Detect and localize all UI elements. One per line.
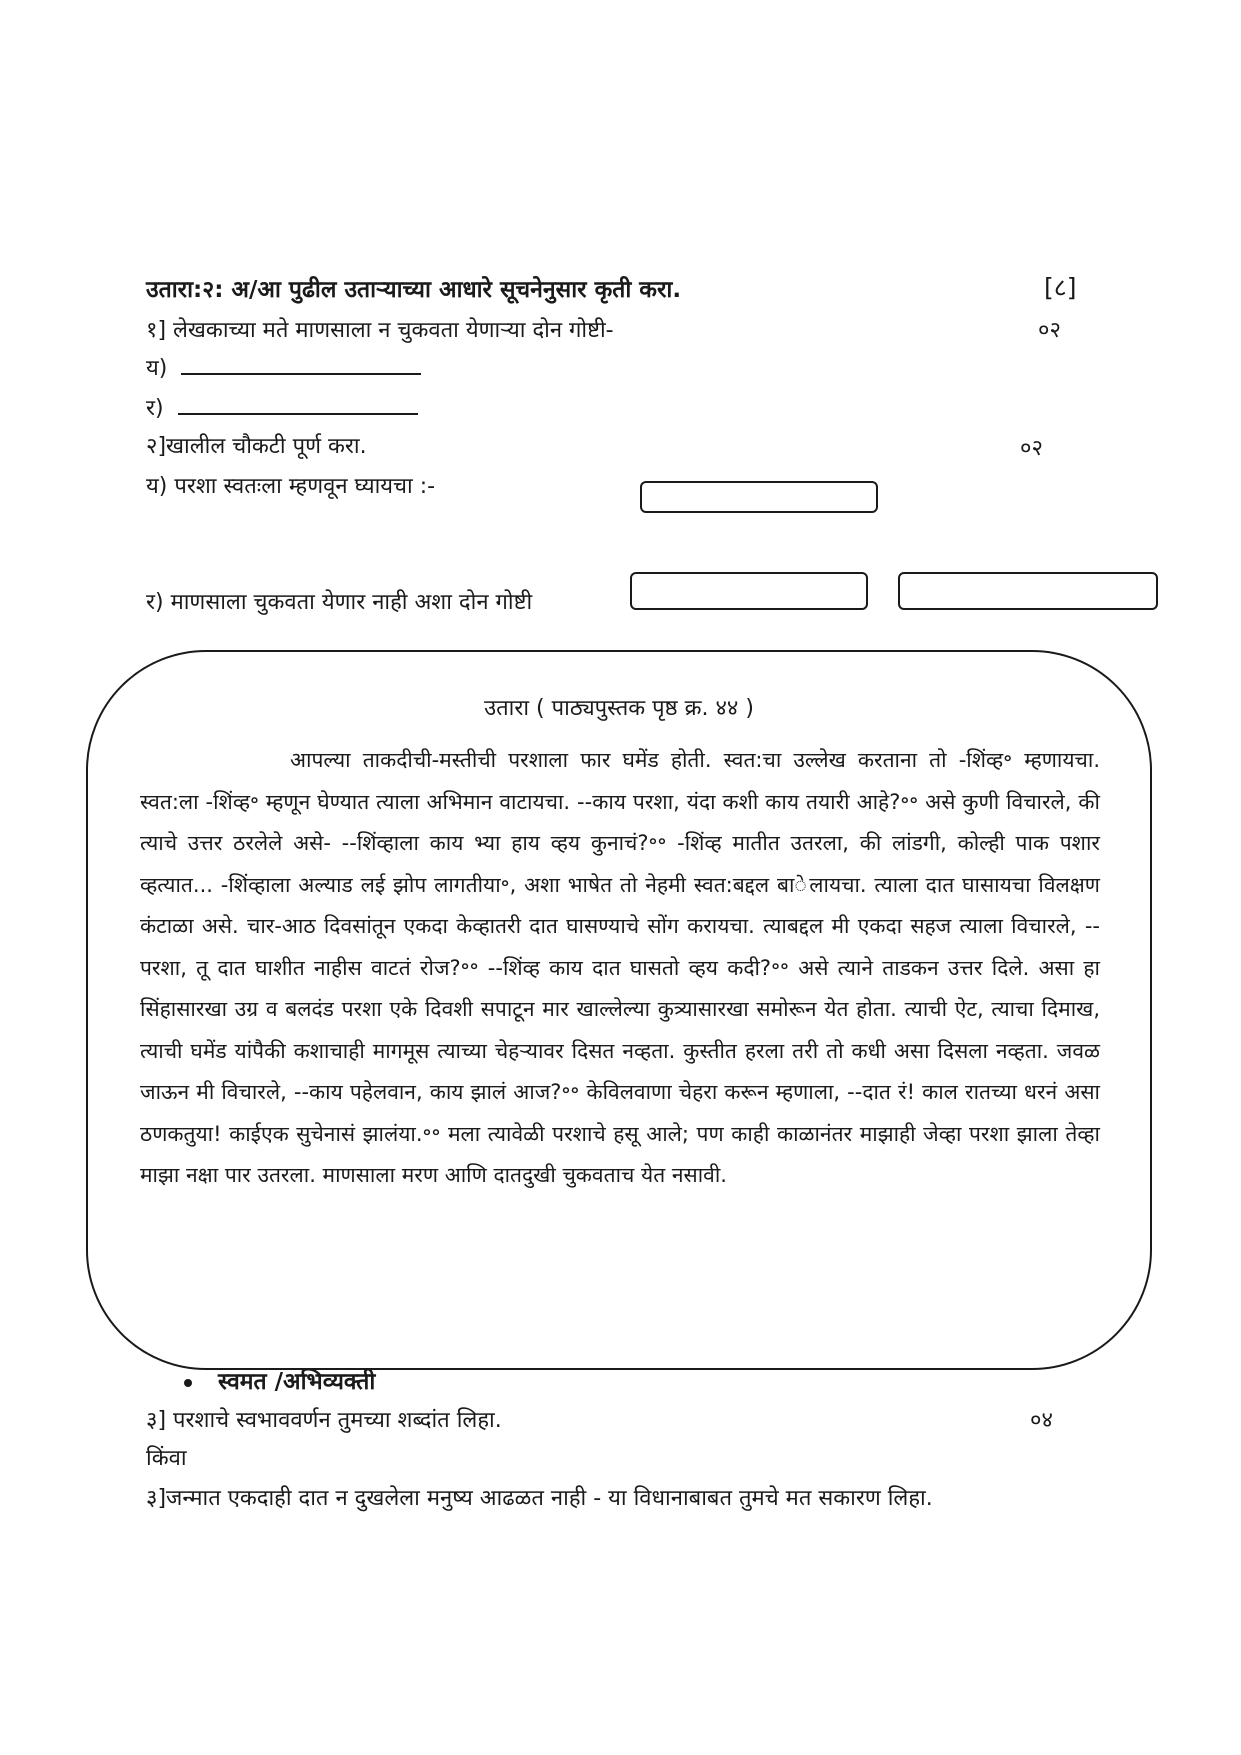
- q2-part-b-answer-box-1[interactable]: [630, 572, 868, 610]
- q2-text: २]खालील चौकटी पूर्ण करा.: [146, 434, 367, 459]
- passage-title: उतारा ( पाठ्यपुस्तक पृष्ठ क्र. ४४ ): [484, 696, 754, 721]
- q3a-text: ३] परशाचे स्वभाववर्णन तुमच्या शब्दांत लिहा.: [146, 1408, 502, 1433]
- bullet-icon: [184, 1379, 192, 1387]
- q1-option-b-blank[interactable]: [178, 395, 418, 415]
- section-total-marks: [८]: [1044, 273, 1077, 302]
- passage-body: आपल्या ताकदीची-मस्तीची परशाला फार घमेंड होती. स्वत:चा उल्लेख करताना तो -शिंव्ह॰ म्हणायचा. स्वत:ला -शिंव्ह॰ म्हणून घेण्यात त्याला अभिमान वाटायचा. --काय परशा, यंदा कशी काय तयारी आहे?॰॰ असे कुणी विचारले, की त्याचे उत्तर ठरलेले असे- --शिंव्हाला काय भ्या हाय व्हय कुनाचं?॰॰ -शिंव्ह मातीत उतरला, की लांडगी, कोल्ही पाक पशार व्हत्यात... -शिंव्हाला अल्याड लई झोप लागतीया॰, अशा भाषेत तो नेहमी स्वत:बद्दल बा◌ेलायचा. त्याला दात घासायचा विलक्षण कंटाळा असे. चार-आठ दिवसांतून एकदा केव्हातरी दात घासण्याचे सोंग करायचा. त्याबद्दल मी एकदा सहज त्याला विचारले, --परशा, तू दात घाशीत नाहीस वाटतं रोज?॰॰ --शिंव्ह काय दात घासतो व्हय कदी?॰॰ असे त्याने ताडकन उत्तर दिले. असा हा सिंहासारखा उग्र व बलदंड परशा एके दिवशी सपाटून मार खाल्लेल्या कुत्र्यासारखा समोरून येत होता. त्याची ऐट, त्याचा दिमाख, त्याची घमेंड यांपैकी कशाचाही मागमूस त्याच्या चेहऱ्यावर दिसत नव्हता. कुस्तीत हरला तरी तो कधी असा दिसला नव्हता. जवळ जाऊन मी विचारले, --काय पहेलवान, काय झालं आज?॰॰ केविलवाणा चेहरा करून म्हणाला, --दात रं! काल रातच्या धरनं असा ठणकतुया! काईएक सुचेनासं झालंया.॰॰ मला त्यावेळी परशाचे हसू आले; पण काही काळानंतर माझाही जेव्हा परशा झाला तेव्हा माझा नक्षा पार उतरला. माणसाला मरण आणि दातदुखी चुकवताच येत नसावी.: [140, 748, 1100, 1187]
- q2-part-b: र) माणसाला चुकवता येणार नाही अशा दोन गोष्टी: [146, 590, 533, 615]
- or-text: किंवा: [146, 1446, 187, 1471]
- passage-frame: [86, 650, 1152, 1370]
- q2-marks: ०२: [1020, 436, 1043, 461]
- q1-marks: ०२: [1038, 318, 1061, 343]
- q3b-text: ३]जन्मात एकदाही दात न दुखलेला मनुष्य आढळत नाही - या विधानाबाबत तुमचे मत सकारण लिहा.: [146, 1486, 933, 1511]
- q1-option-a-blank[interactable]: [181, 355, 421, 375]
- section-heading: उतारा:२: अ/आ पुढील उताऱ्याच्या आधारे सूचनेनुसार कृती करा.: [146, 277, 682, 303]
- q2-part-b-answer-box-2[interactable]: [898, 572, 1158, 610]
- q1-option-b: [146, 392, 418, 422]
- expression-bullet-label: स्वमत /अभिव्यक्ती: [218, 1369, 376, 1395]
- q1-option-a: [146, 352, 421, 382]
- q3-marks: ०४: [1030, 1408, 1053, 1433]
- q2-part-a-answer-box[interactable]: [640, 481, 878, 513]
- q1-text: १] लेखकाच्या मते माणसाला न चुकवता येणाऱ्या दोन गोष्टी-: [146, 318, 614, 343]
- q2-part-a: य) परशा स्वतःला म्हणवून घ्यायचा :-: [146, 474, 436, 499]
- q1-option-a-label: य): [146, 356, 168, 381]
- q1-option-b-label: र): [146, 396, 164, 421]
- expression-bullet: [184, 1364, 375, 1396]
